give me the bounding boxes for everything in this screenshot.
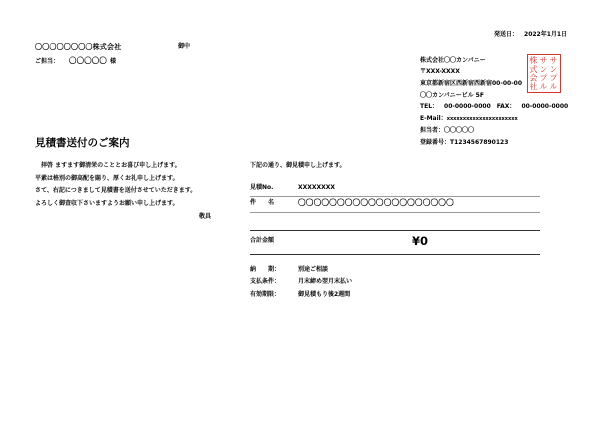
tel-value: 00-0000-0000 — [444, 103, 491, 110]
subject-label: 件 名 — [250, 199, 275, 206]
letter-line: さて、右記につきまして見積書を送付させていただきます。 — [35, 187, 197, 194]
tel-label: TEL： — [420, 103, 439, 110]
email-label: E-Mail： — [420, 115, 447, 122]
sender-phone-fax — [420, 103, 568, 111]
letter-closing: 敬具 — [199, 213, 212, 220]
sender-registration-number — [420, 139, 508, 147]
estimate-number-label: 見積No. — [250, 184, 274, 191]
contact-name: 〇〇〇〇〇 — [69, 56, 107, 65]
sender-person — [420, 127, 474, 135]
email-value: xxxxxxxxxxxxxxxxxxxxxx — [446, 116, 518, 122]
send-date-value: 2022年1月1日 — [524, 31, 568, 38]
sender-postal-code: 〒XXX-XXXX — [420, 68, 460, 75]
subject-value: 〇〇〇〇〇〇〇〇〇〇〇〇〇〇〇〇〇〇〇〇 — [298, 198, 454, 207]
seal-column: 株式会社 — [529, 56, 539, 91]
letter-line: 平素は格別の御高配を賜り、厚くお礼申し上げます。 — [35, 175, 179, 182]
person-value: 〇〇〇〇〇 — [444, 127, 475, 134]
term-label: 納 期： — [250, 266, 281, 273]
seal-column: サンプル — [549, 56, 559, 91]
fax-label: FAX： — [496, 103, 516, 110]
sender-address-line1: 東京都新宿区西新宿西新宿00-00-00 — [420, 80, 523, 87]
term-value: 御見積もり後2週間 — [298, 291, 351, 298]
divider — [250, 196, 540, 197]
recipient-company: 〇〇〇〇〇〇〇〇株式会社 — [35, 43, 122, 51]
recipient-contact — [35, 57, 116, 66]
recipient-honorific: 御中 — [178, 43, 191, 50]
fax-value: 00-0000-0000 — [521, 103, 569, 110]
company-seal-stamp — [527, 54, 561, 93]
term-label: 支払条件： — [250, 278, 281, 285]
registration-value: T1234567890123 — [450, 139, 509, 146]
estimate-intro: 下記の通り、御見積申し上げます。 — [250, 162, 346, 169]
send-date-label: 発送日： — [494, 31, 519, 38]
term-label: 有効期限： — [250, 291, 281, 298]
send-date — [494, 31, 567, 39]
divider — [250, 212, 540, 213]
letter-line: よろしく御査収下さいますようお願い申し上げます。 — [35, 200, 179, 207]
document-title: 見積書送付のご案内 — [35, 137, 130, 149]
sender-company: 株式会社〇〇カンパニー — [420, 57, 486, 64]
registration-label: 登録番号： — [420, 139, 451, 146]
estimate-number-value: XXXXXXXX — [298, 184, 336, 191]
contact-honorific: 様 — [109, 58, 116, 65]
term-value: 月末締め翌月末払い — [298, 278, 353, 285]
divider — [250, 254, 540, 255]
total-amount-value: ¥0 — [412, 234, 429, 248]
sender-address-line2: 〇〇カンパニービル 5F — [420, 92, 484, 99]
seal-column: サンプル — [539, 56, 549, 91]
term-value: 別途ご相談 — [298, 266, 329, 273]
person-label: 担当者： — [420, 127, 445, 134]
divider — [250, 230, 540, 231]
contact-label: ご担当： — [35, 58, 60, 65]
total-amount-label: 合計金額 — [250, 237, 275, 244]
sender-email — [420, 115, 518, 123]
letter-line: 拝啓 ますます御清栄のこととお喜び申し上げます。 — [41, 162, 181, 169]
